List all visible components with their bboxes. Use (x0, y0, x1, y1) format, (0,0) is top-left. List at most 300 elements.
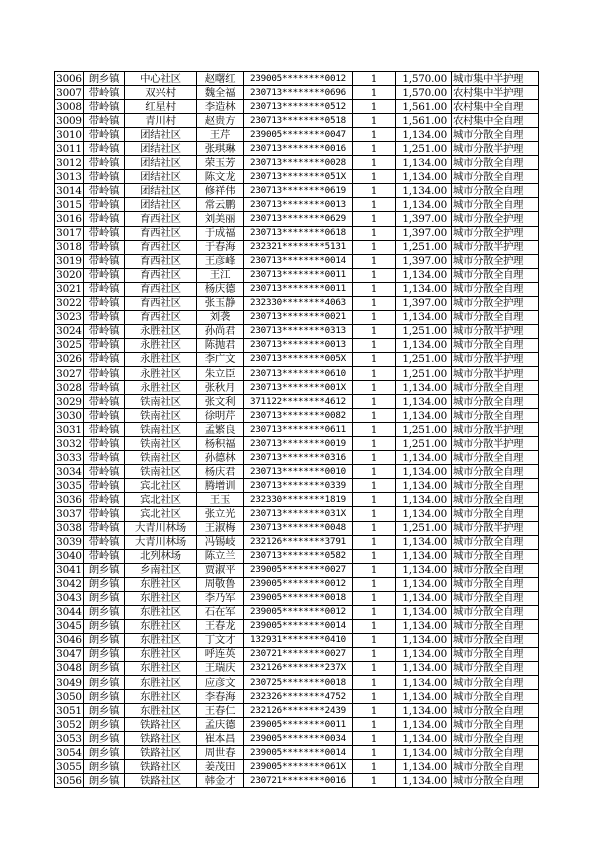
cell-name: 冯锡岐 (197, 535, 244, 549)
cell-count: 1 (353, 352, 396, 366)
cell-name: 魏全福 (197, 86, 244, 100)
cell-amount: 1,251.00 (396, 437, 452, 451)
cell-name: 于成福 (197, 226, 244, 240)
cell-id-number: 230713********0696 (244, 86, 353, 100)
cell-community: 团结社区 (125, 184, 197, 198)
cell-serial: 3026 (56, 353, 82, 366)
cell-count: 1 (353, 647, 396, 661)
cell-town: 朗乡镇 (84, 72, 125, 86)
cell-count: 1 (353, 535, 396, 549)
table-row (55, 704, 539, 718)
cell-amount: 1,134.00 (396, 184, 452, 198)
cell-id-number: 230713********0518 (244, 114, 353, 128)
cell-care-type: 城市分散全自理 (452, 338, 539, 352)
cell-id-number: 230713********0629 (244, 212, 353, 226)
cell-town: 朗乡镇 (84, 690, 125, 704)
cell-town: 带岭镇 (84, 451, 125, 465)
cell-community: 东胜社区 (125, 661, 197, 675)
cell-serial: 3043 (56, 592, 82, 605)
table-row (55, 212, 539, 226)
records-table (54, 71, 539, 788)
cell-id-number: 230713********0512 (244, 100, 353, 114)
cell-serial: 3045 (56, 620, 82, 633)
cell-amount: 1,134.00 (396, 395, 452, 409)
cell-id-number: 371122********4612 (244, 395, 353, 409)
table-row (55, 142, 539, 156)
cell-community: 东胜社区 (125, 591, 197, 605)
cell-care-type: 城市分散全护理 (452, 296, 539, 310)
cell-serial: 3049 (56, 676, 82, 689)
cell-name: 王淑梅 (197, 521, 244, 535)
table-row (55, 521, 539, 535)
cell-care-type: 城市分散全自理 (452, 605, 539, 619)
cell-amount: 1,251.00 (396, 352, 452, 366)
cell-amount: 1,134.00 (396, 690, 452, 704)
cell-amount: 1,134.00 (396, 605, 452, 619)
cell-community: 铁路社区 (125, 718, 197, 732)
cell-name: 修祥伟 (197, 184, 244, 198)
cell-serial: 3030 (56, 409, 82, 422)
cell-count: 1 (353, 479, 396, 493)
cell-care-type: 城市分散全护理 (452, 226, 539, 240)
table-row (55, 718, 539, 732)
cell-town: 朗乡镇 (84, 760, 125, 774)
cell-count: 1 (353, 142, 396, 156)
cell-serial: 3047 (56, 648, 82, 661)
cell-serial: 3020 (56, 269, 82, 282)
cell-id-number: 230713********031X (244, 507, 353, 521)
cell-id-number: 232330********4063 (244, 296, 353, 310)
cell-name: 石在军 (197, 605, 244, 619)
cell-count: 1 (353, 577, 396, 591)
cell-community: 青川村 (125, 114, 197, 128)
cell-amount: 1,134.00 (396, 591, 452, 605)
cell-serial: 3012 (56, 156, 82, 169)
cell-serial: 3054 (56, 746, 82, 759)
cell-amount: 1,134.00 (396, 381, 452, 395)
cell-id-number: 230713********0013 (244, 198, 353, 212)
table-row (55, 732, 539, 746)
cell-community: 东胜社区 (125, 676, 197, 690)
cell-town: 带岭镇 (84, 437, 125, 451)
cell-amount: 1,134.00 (396, 746, 452, 760)
cell-town: 带岭镇 (84, 268, 125, 282)
cell-community: 东胜社区 (125, 690, 197, 704)
cell-serial: 3022 (56, 297, 82, 310)
cell-amount: 1,134.00 (396, 704, 452, 718)
cell-name: 常云鹏 (197, 198, 244, 212)
cell-serial: 3014 (56, 184, 82, 197)
cell-town: 带岭镇 (84, 100, 125, 114)
cell-community: 东胜社区 (125, 647, 197, 661)
cell-id-number: 230713********0048 (244, 521, 353, 535)
cell-amount: 1,570.00 (396, 72, 452, 86)
cell-amount: 1,134.00 (396, 577, 452, 591)
cell-name: 朱立臣 (197, 366, 244, 380)
table-row (55, 549, 539, 563)
cell-amount: 1,134.00 (396, 760, 452, 774)
cell-amount: 1,134.00 (396, 647, 452, 661)
cell-count: 1 (353, 310, 396, 324)
cell-count: 1 (353, 128, 396, 142)
cell-town: 带岭镇 (84, 493, 125, 507)
cell-care-type: 城市集中半护理 (452, 72, 539, 86)
cell-care-type: 城市分散全自理 (452, 591, 539, 605)
cell-community: 铁路社区 (125, 760, 197, 774)
cell-serial: 3042 (56, 578, 82, 591)
cell-serial: 3032 (56, 437, 82, 450)
cell-serial: 3021 (56, 283, 82, 296)
cell-care-type: 城市分散全自理 (452, 395, 539, 409)
cell-id-number: 232321********5131 (244, 240, 353, 254)
cell-community: 双兴村 (125, 86, 197, 100)
cell-care-type: 城市分散全自理 (452, 451, 539, 465)
cell-care-type: 城市分散全自理 (452, 310, 539, 324)
cell-name: 赵曙红 (197, 72, 244, 86)
cell-count: 1 (353, 549, 396, 563)
cell-care-type: 城市分散全自理 (452, 563, 539, 577)
cell-serial: 3027 (56, 367, 82, 380)
cell-town: 带岭镇 (84, 86, 125, 100)
cell-community: 永胜社区 (125, 366, 197, 380)
cell-serial: 3024 (56, 325, 82, 338)
cell-id-number: 230713********0619 (244, 184, 353, 198)
cell-count: 1 (353, 507, 396, 521)
cell-id-number: 230713********0011 (244, 282, 353, 296)
cell-amount: 1,251.00 (396, 366, 452, 380)
table-row (55, 647, 539, 661)
cell-town: 带岭镇 (84, 423, 125, 437)
cell-town: 带岭镇 (84, 114, 125, 128)
cell-name: 杨庆君 (197, 465, 244, 479)
cell-id-number: 230721********0027 (244, 647, 353, 661)
table-row (55, 563, 539, 577)
cell-amount: 1,134.00 (396, 451, 452, 465)
cell-id-number: 230713********0013 (244, 338, 353, 352)
cell-town: 带岭镇 (84, 535, 125, 549)
cell-amount: 1,134.00 (396, 563, 452, 577)
table-row (55, 282, 539, 296)
cell-town: 带岭镇 (84, 409, 125, 423)
cell-id-number: 230713********0016 (244, 142, 353, 156)
cell-community: 育西社区 (125, 212, 197, 226)
cell-care-type: 城市分散全自理 (452, 577, 539, 591)
cell-care-type: 城市分散半护理 (452, 437, 539, 451)
cell-serial: 3029 (56, 395, 82, 408)
cell-name: 杨庆德 (197, 282, 244, 296)
cell-name: 丁文才 (197, 633, 244, 647)
cell-amount: 1,134.00 (396, 409, 452, 423)
table-row (55, 184, 539, 198)
table-row (55, 352, 539, 366)
cell-amount: 1,134.00 (396, 338, 452, 352)
cell-town: 朗乡镇 (84, 577, 125, 591)
table-row (55, 746, 539, 760)
cell-name: 刘袭 (197, 310, 244, 324)
cell-amount: 1,134.00 (396, 718, 452, 732)
cell-count: 1 (353, 591, 396, 605)
cell-name: 韩金才 (197, 774, 244, 788)
cell-care-type: 城市分散全自理 (452, 268, 539, 282)
cell-id-number: 239005********0012 (244, 577, 353, 591)
cell-care-type: 城市分散全自理 (452, 465, 539, 479)
cell-community: 团结社区 (125, 170, 197, 184)
cell-town: 朗乡镇 (84, 718, 125, 732)
cell-id-number: 230713********0611 (244, 423, 353, 437)
cell-count: 1 (353, 423, 396, 437)
cell-serial: 3035 (56, 479, 82, 492)
cell-name: 陈抛君 (197, 338, 244, 352)
table-row (55, 72, 539, 86)
cell-amount: 1,134.00 (396, 465, 452, 479)
cell-town: 带岭镇 (84, 156, 125, 170)
cell-name: 腾增训 (197, 479, 244, 493)
table-row (55, 591, 539, 605)
cell-care-type: 城市分散半护理 (452, 142, 539, 156)
cell-amount: 1,134.00 (396, 661, 452, 675)
cell-serial: 3015 (56, 198, 82, 211)
table-row (55, 633, 539, 647)
cell-name: 应彦文 (197, 676, 244, 690)
table-row (55, 676, 539, 690)
cell-name: 张立光 (197, 507, 244, 521)
cell-name: 刘美丽 (197, 212, 244, 226)
cell-town: 带岭镇 (84, 184, 125, 198)
cell-serial: 3039 (56, 536, 82, 549)
cell-id-number: 230713********0010 (244, 465, 353, 479)
cell-serial: 3052 (56, 718, 82, 731)
cell-community: 中心社区 (125, 72, 197, 86)
table-row (55, 661, 539, 675)
cell-care-type: 农村集中全自理 (452, 114, 539, 128)
cell-count: 1 (353, 465, 396, 479)
cell-id-number: 230713********0082 (244, 409, 353, 423)
cell-serial: 3011 (56, 142, 82, 155)
cell-community: 育西社区 (125, 226, 197, 240)
cell-care-type: 城市分散全自理 (452, 507, 539, 521)
cell-count: 1 (353, 676, 396, 690)
table-row (55, 254, 539, 268)
cell-count: 1 (353, 226, 396, 240)
cell-count: 1 (353, 156, 396, 170)
cell-count: 1 (353, 254, 396, 268)
cell-town: 带岭镇 (84, 338, 125, 352)
cell-name: 杨积福 (197, 437, 244, 451)
cell-community: 铁南社区 (125, 409, 197, 423)
cell-amount: 1,134.00 (396, 156, 452, 170)
cell-care-type: 城市分散全自理 (452, 619, 539, 633)
cell-amount: 1,134.00 (396, 535, 452, 549)
cell-count: 1 (353, 72, 396, 86)
cell-id-number: 230725********0018 (244, 676, 353, 690)
cell-serial: 3041 (56, 564, 82, 577)
cell-community: 育西社区 (125, 268, 197, 282)
cell-name: 张文利 (197, 395, 244, 409)
cell-serial: 3023 (56, 311, 82, 324)
cell-town: 带岭镇 (84, 198, 125, 212)
table-row (55, 198, 539, 212)
cell-amount: 1,134.00 (396, 170, 452, 184)
cell-town: 带岭镇 (84, 296, 125, 310)
cell-name: 孟庆德 (197, 718, 244, 732)
cell-community: 铁南社区 (125, 437, 197, 451)
table-row (55, 760, 539, 774)
cell-name: 王春龙 (197, 619, 244, 633)
cell-serial: 3038 (56, 522, 82, 535)
cell-amount: 1,570.00 (396, 86, 452, 100)
cell-count: 1 (353, 409, 396, 423)
table-row (55, 493, 539, 507)
cell-name: 张玉静 (197, 296, 244, 310)
cell-amount: 1,134.00 (396, 633, 452, 647)
cell-town: 朗乡镇 (84, 591, 125, 605)
cell-amount: 1,134.00 (396, 128, 452, 142)
cell-amount: 1,134.00 (396, 479, 452, 493)
cell-id-number: 230713********0011 (244, 268, 353, 282)
table-row (55, 774, 539, 788)
cell-count: 1 (353, 282, 396, 296)
cell-amount: 1,134.00 (396, 774, 452, 788)
cell-serial: 3055 (56, 760, 82, 773)
table-row (55, 226, 539, 240)
cell-id-number: 239005********0012 (244, 72, 353, 86)
cell-id-number: 230713********0028 (244, 156, 353, 170)
cell-id-number: 239005********0014 (244, 619, 353, 633)
cell-amount: 1,397.00 (396, 296, 452, 310)
table-row (55, 395, 539, 409)
table-body (55, 72, 539, 788)
cell-serial: 3017 (56, 227, 82, 240)
cell-serial: 3028 (56, 381, 82, 394)
cell-count: 1 (353, 704, 396, 718)
cell-name: 李造林 (197, 100, 244, 114)
cell-count: 1 (353, 395, 396, 409)
cell-name: 王玉 (197, 493, 244, 507)
table-row (55, 409, 539, 423)
table-row (55, 156, 539, 170)
cell-id-number: 132931********0410 (244, 633, 353, 647)
cell-care-type: 城市分散全自理 (452, 381, 539, 395)
table-row (55, 381, 539, 395)
cell-name: 赵贵方 (197, 114, 244, 128)
cell-name: 李广文 (197, 352, 244, 366)
cell-id-number: 230713********0316 (244, 451, 353, 465)
cell-count: 1 (353, 633, 396, 647)
cell-community: 育西社区 (125, 254, 197, 268)
cell-community: 北列林场 (125, 549, 197, 563)
cell-community: 宾北社区 (125, 493, 197, 507)
cell-amount: 1,561.00 (396, 100, 452, 114)
cell-count: 1 (353, 746, 396, 760)
cell-community: 铁南社区 (125, 423, 197, 437)
table-row (55, 535, 539, 549)
cell-community: 宾北社区 (125, 479, 197, 493)
table-row (55, 240, 539, 254)
cell-name: 陈立兰 (197, 549, 244, 563)
cell-town: 带岭镇 (84, 479, 125, 493)
cell-name: 王芹 (197, 128, 244, 142)
cell-count: 1 (353, 324, 396, 338)
cell-amount: 1,134.00 (396, 507, 452, 521)
cell-community: 团结社区 (125, 198, 197, 212)
cell-id-number: 230713********051X (244, 170, 353, 184)
table-row (55, 437, 539, 451)
table-row (55, 423, 539, 437)
cell-town: 带岭镇 (84, 549, 125, 563)
cell-count: 1 (353, 296, 396, 310)
cell-care-type: 城市分散全护理 (452, 212, 539, 226)
cell-serial: 3007 (56, 86, 82, 99)
cell-id-number: 230713********0582 (244, 549, 353, 563)
cell-name: 崔本昌 (197, 732, 244, 746)
cell-care-type: 城市分散半护理 (452, 240, 539, 254)
cell-id-number: 232126********237X (244, 661, 353, 675)
table-row (55, 605, 539, 619)
cell-serial: 3037 (56, 507, 82, 520)
cell-community: 永胜社区 (125, 352, 197, 366)
cell-community: 团结社区 (125, 142, 197, 156)
table-row (55, 690, 539, 704)
cell-name: 王江 (197, 268, 244, 282)
cell-count: 1 (353, 521, 396, 535)
cell-count: 1 (353, 184, 396, 198)
cell-amount: 1,134.00 (396, 310, 452, 324)
cell-count: 1 (353, 563, 396, 577)
cell-care-type: 城市分散全自理 (452, 549, 539, 563)
cell-community: 育西社区 (125, 240, 197, 254)
cell-count: 1 (353, 605, 396, 619)
cell-care-type: 城市分散全自理 (452, 760, 539, 774)
cell-care-type: 城市分散全自理 (452, 676, 539, 690)
table-row (55, 338, 539, 352)
table-row (55, 268, 539, 282)
cell-amount: 1,251.00 (396, 324, 452, 338)
cell-count: 1 (353, 114, 396, 128)
cell-id-number: 239005********0012 (244, 605, 353, 619)
cell-serial: 3033 (56, 451, 82, 464)
table-row (55, 479, 539, 493)
cell-care-type: 城市分散全自理 (452, 156, 539, 170)
cell-name: 贾淑平 (197, 563, 244, 577)
cell-serial: 3048 (56, 662, 82, 675)
cell-community: 铁路社区 (125, 746, 197, 760)
cell-town: 朗乡镇 (84, 676, 125, 690)
cell-name: 孟繁良 (197, 423, 244, 437)
cell-serial: 3010 (56, 128, 82, 141)
cell-name: 徐明芹 (197, 409, 244, 423)
cell-count: 1 (353, 100, 396, 114)
cell-id-number: 230713********0339 (244, 479, 353, 493)
cell-name: 孙德林 (197, 451, 244, 465)
cell-town: 带岭镇 (84, 310, 125, 324)
cell-town: 带岭镇 (84, 254, 125, 268)
cell-town: 带岭镇 (84, 324, 125, 338)
cell-count: 1 (353, 198, 396, 212)
cell-name: 陈文龙 (197, 170, 244, 184)
cell-care-type: 城市分散全自理 (452, 746, 539, 760)
cell-serial: 3056 (56, 774, 82, 787)
cell-amount: 1,251.00 (396, 423, 452, 437)
cell-serial: 3044 (56, 606, 82, 619)
cell-town: 朗乡镇 (84, 774, 125, 788)
cell-community: 永胜社区 (125, 338, 197, 352)
cell-town: 朗乡镇 (84, 661, 125, 675)
cell-id-number: 239005********0011 (244, 718, 353, 732)
cell-count: 1 (353, 381, 396, 395)
table-row (55, 324, 539, 338)
cell-community: 团结社区 (125, 156, 197, 170)
cell-town: 带岭镇 (84, 465, 125, 479)
